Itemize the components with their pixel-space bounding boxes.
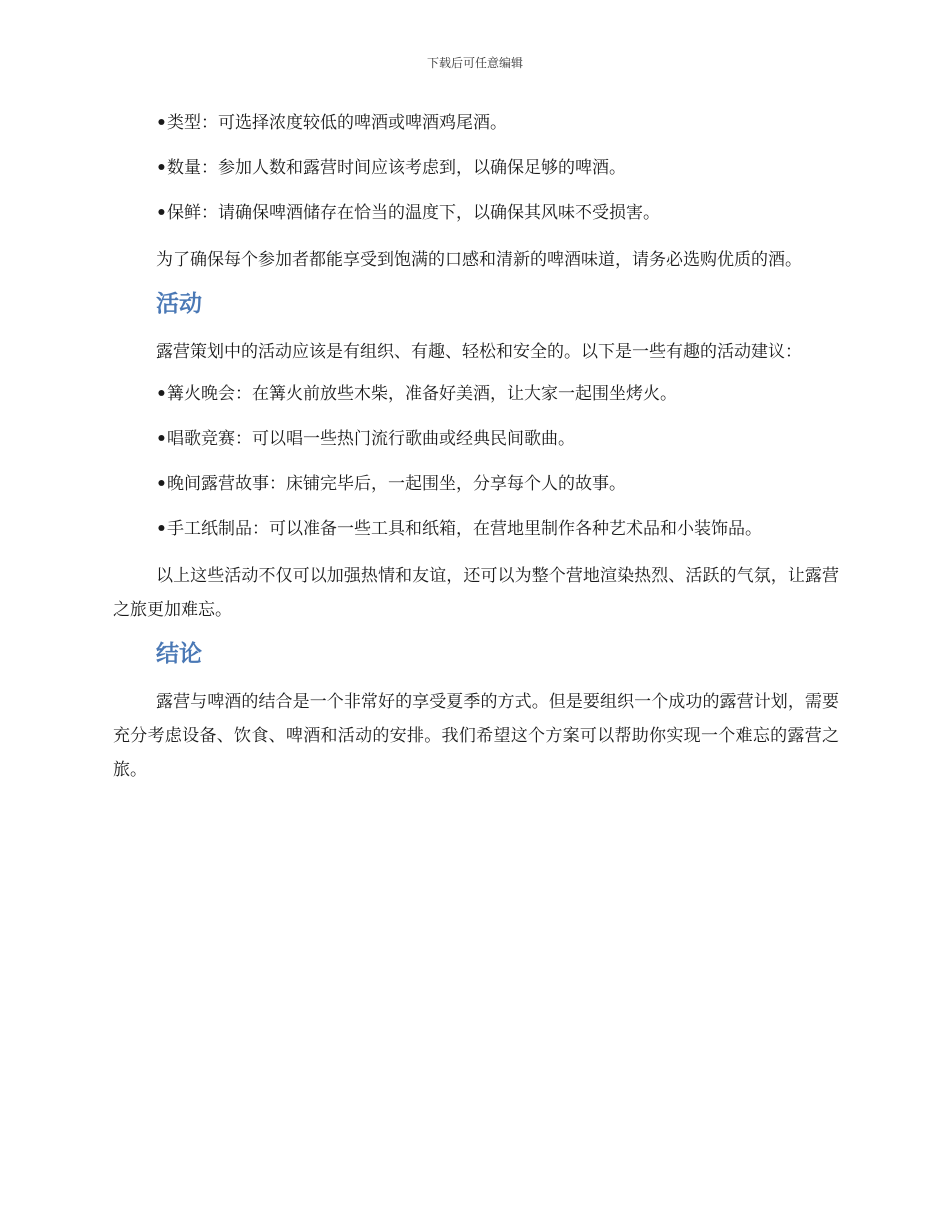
- bullet-marker: •: [156, 474, 167, 494]
- bullet-marker: •: [156, 203, 167, 223]
- list-item-beer-quantity: [113, 153, 839, 183]
- list-item-text: 篝火晚会：在篝火前放些木柴，准备好美酒，让大家一起围坐烤火。: [167, 384, 677, 404]
- conclusion-paragraph: 露营与啤酒的结合是一个非常好的享受夏季的方式。但是要组织一个成功的露营计划，需要充分考虑设备、饮食、啤酒和活动的安排。我们希望这个方案可以帮助你实现一个难忘的露营之旅。: [113, 692, 839, 780]
- page-header-note: 下载后可任意编辑: [426, 56, 523, 70]
- list-item-text: 数量：参加人数和露营时间应该考虑到，以确保足够的啤酒。: [167, 158, 626, 178]
- activities-intro-paragraph: 露营策划中的活动应该是有组织、有趣、轻松和安全的。以下是一些有趣的活动建议：: [156, 342, 802, 362]
- list-item-text: 晚间露营故事：床铺完毕后，一起围坐，分享每个人的故事。: [167, 474, 626, 494]
- list-item-beer-freshness: [113, 198, 839, 228]
- activities-heading: 活动: [156, 291, 202, 317]
- list-item-singing: [113, 424, 839, 454]
- bullet-marker: •: [156, 158, 167, 178]
- bullet-marker: •: [156, 519, 167, 539]
- document-body: [113, 108, 839, 797]
- bullet-marker: •: [156, 429, 167, 449]
- list-item-bonfire: [113, 379, 839, 409]
- bullet-marker: •: [156, 384, 167, 404]
- list-item-beer-type: [113, 108, 839, 138]
- list-item-text: 类型：可选择浓度较低的啤酒或啤酒鸡尾酒。: [167, 113, 507, 133]
- list-item-stories: [113, 469, 839, 499]
- conclusion-heading: 结论: [156, 641, 202, 667]
- bullet-marker: •: [156, 113, 167, 133]
- list-item-text: 唱歌竞赛：可以唱一些热门流行歌曲或经典民间歌曲。: [167, 429, 575, 449]
- activities-summary-paragraph: 以上这些活动不仅可以加强热情和友谊，还可以为整个营地渲染热烈、活跃的气氛，让露营之旅更加难忘。: [113, 566, 839, 620]
- list-item-crafts: [113, 514, 839, 544]
- list-item-text: 手工纸制品：可以准备一些工具和纸箱，在营地里制作各种艺术品和小装饰品。: [167, 519, 762, 539]
- list-item-text: 保鲜：请确保啤酒储存在恰当的温度下，以确保其风味不受损害。: [167, 203, 660, 223]
- beer-summary-paragraph: 为了确保每个参加者都能享受到饱满的口感和清新的啤酒味道，请务必选购优质的酒。: [156, 250, 802, 270]
